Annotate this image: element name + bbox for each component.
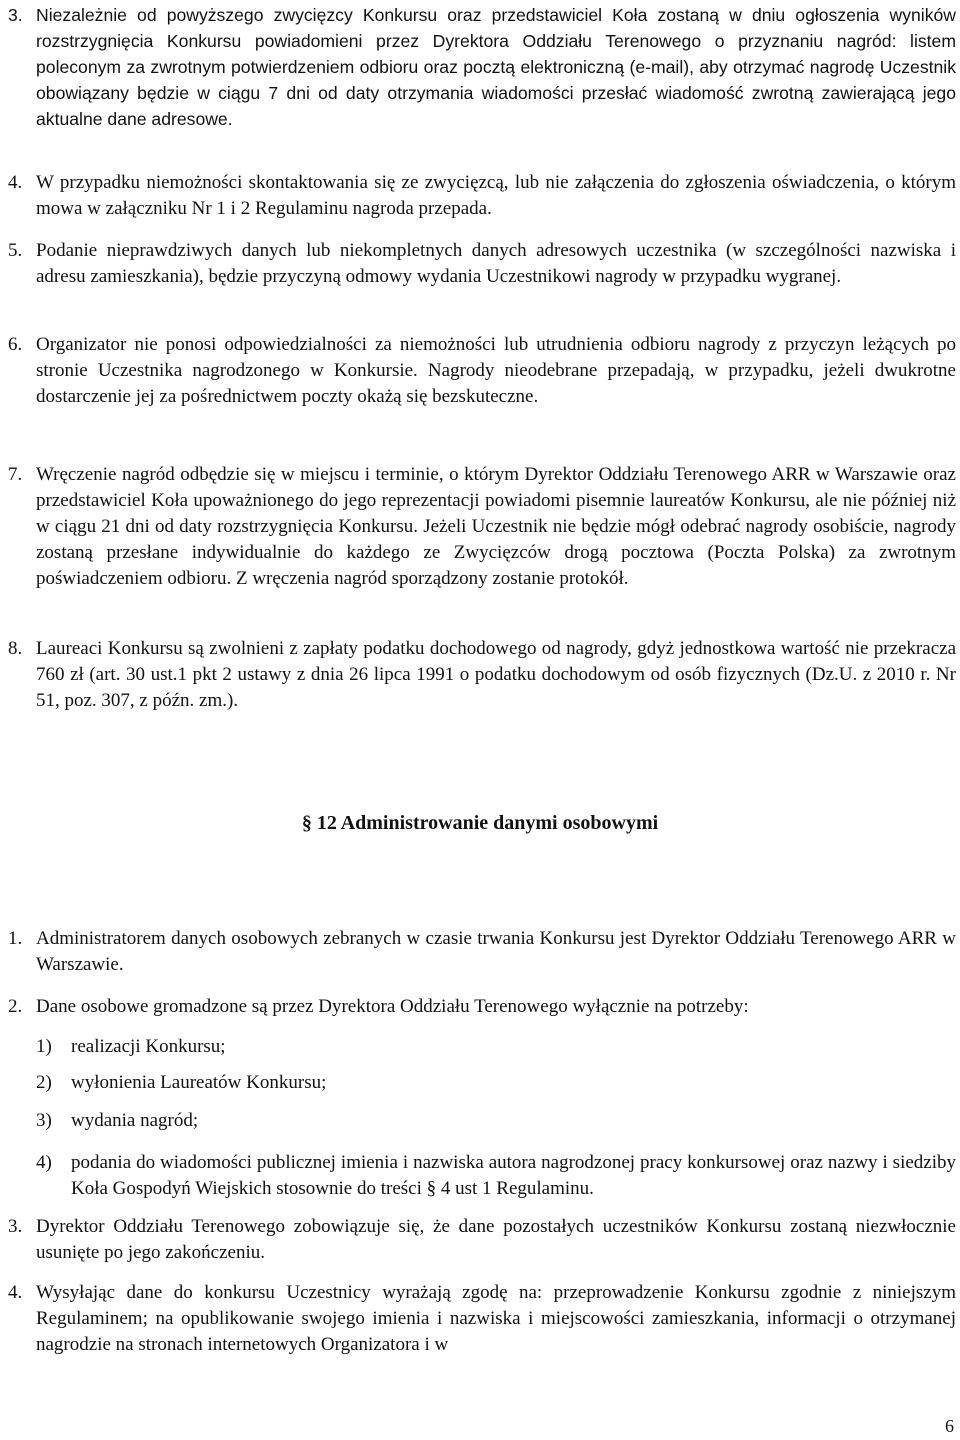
section-paragraph-3 (8, 1214, 956, 1266)
item-text: Dyrektor Oddziału Terenowego zobowiązuje się, że dane pozostałych uczestników Konkursu zostaną niezwłocznie usunięte po jego zakończeniu. (36, 1216, 956, 1263)
item-number: 2. (8, 996, 23, 1017)
section-paragraph-4 (8, 1280, 956, 1358)
sub-item-3 (36, 1108, 956, 1134)
item-number: 8. (8, 638, 23, 659)
item-number: 3. (8, 5, 23, 25)
item-number: 6. (8, 334, 23, 355)
sub-item-text: wyłonienia Laureatów Konkursu; (71, 1072, 327, 1093)
paragraph-8 (8, 636, 956, 714)
item-text: Wręczenie nagród odbędzie się w miejscu i terminie, o którym Dyrektor Oddziału Terenowego ARR w Warszawie oraz przedstawiciel Koła upoważnionego do jego reprezentacji powiadomi pisemnie laureatów Konkursu, ale nie później niż w ciągu 21 dni od daty rozstrzygnięcia Konkursu. Jeżeli Uczestnik nie będzie mógł odebrać nagrody osobiście, nagrody zostaną przesłane indywidualnie do każdego ze Zwycięzców drogą pocztowa (Poczta Polska) za zwrotnym poświadczeniem odbioru. Z wręczenia nagród sporządzony zostanie protokół. (36, 464, 956, 589)
item-text: Dane osobowe gromadzone są przez Dyrektora Oddziału Terenowego wyłącznie na potrzeby: (36, 996, 749, 1017)
item-text: W przypadku niemożności skontaktowania się ze zwycięzcą, lub nie załączenia do zgłoszenia oświadczenia, o którym mowa w załączniku Nr 1 i 2 Regulaminu nagroda przepada. (36, 172, 956, 219)
sub-item-2 (36, 1070, 956, 1096)
section-paragraph-2 (8, 994, 956, 1020)
item-text: Wysyłając dane do konkursu Uczestnicy wyrażają zgodę na: przeprowadzenie Konkursu zgodnie z niniejszym Regulaminem; na opublikowanie swojego imienia i nazwiska i miejscowości zamieszkania, informacji o otrzymanej nagrodzie na stronach internetowych Organizatora i w (36, 1282, 956, 1355)
paragraph-5 (8, 238, 956, 290)
item-text: Administratorem danych osobowych zebranych w czasie trwania Konkursu jest Dyrektor Oddziału Terenowego ARR w Warszawie. (36, 928, 956, 975)
item-text: Podanie nieprawdziwych danych lub niekompletnych danych adresowych uczestnika (w szczególności nazwiska i adresu zamieszkania), będzie przyczyną odmowy wydania Uczestnikowi nagrody w przypadku wygranej. (36, 240, 956, 287)
sub-item-number: 4) (36, 1152, 52, 1173)
sub-item-text: wydania nagród; (71, 1110, 199, 1131)
paragraph-3 (8, 2, 956, 132)
paragraph-4 (8, 170, 956, 222)
sub-item-text: realizacji Konkursu; (71, 1036, 226, 1057)
item-text: Organizator nie ponosi odpowiedzialności za niemożności lub utrudnienia odbioru nagrody z przyczyn leżących po stronie Uczestnika nagrodzonego w Konkursie. Nagrody nieodebrane przepadają, w przypadku, jeżeli dwukrotne dostarczenie jej za pośrednictwem poczty okażą się bezskuteczne. (36, 334, 956, 407)
sub-item-number: 3) (36, 1110, 52, 1131)
sub-item-4 (36, 1150, 956, 1202)
sub-item-number: 1) (36, 1036, 52, 1057)
item-text: Niezależnie od powyższego zwycięzcy Konkursu oraz przedstawiciel Koła zostaną w dniu ogłoszenia wyników rozstrzygnięcia Konkursu powiadomieni przez Dyrektora Oddziału Terenowego o przyznaniu nagród: listem poleconym za zwrotnym potwierdzeniem odbioru oraz pocztą elektroniczną (e-mail), aby otrzymać nagrodę Uczestnik obowiązany będzie w ciągu 7 dni od daty otrzymania wiadomości przesłać wiadomość zwrotną zawierającą jego aktualne dane adresowe. (36, 5, 956, 129)
item-number: 4. (8, 1282, 23, 1303)
section-heading: § 12 Administrowanie danymi osobowymi (301, 812, 659, 834)
paragraph-7 (8, 462, 956, 592)
item-number: 5. (8, 240, 23, 261)
sub-item-text: podania do wiadomości publicznej imienia i nazwiska autora nagrodzonej pracy konkursowej oraz nazwy i siedziby Koła Gospodyń Wiejskich stosownie do treści § 4 ust 1 Regulaminu. (71, 1152, 956, 1199)
item-number: 1. (8, 928, 23, 949)
item-number: 7. (8, 464, 23, 485)
paragraph-6 (8, 332, 956, 410)
section-paragraph-1 (8, 926, 956, 978)
sub-item-number: 2) (36, 1072, 52, 1093)
item-text: Laureaci Konkursu są zwolnieni z zapłaty podatku dochodowego od nagrody, gdyż jednostkowa wartość nie przekracza 760 zł (art. 30 ust.1 pkt 2 ustawy z dnia 26 lipca 1991 o podatku dochodowym od osób fizycznych (Dz.U. z 2010 r. Nr 51, poz. 307, z późn. zm.). (36, 638, 956, 711)
page-number: 6 (945, 1416, 954, 1436)
item-number: 3. (8, 1216, 23, 1237)
sub-item-1 (36, 1034, 956, 1060)
item-number: 4. (8, 172, 23, 193)
